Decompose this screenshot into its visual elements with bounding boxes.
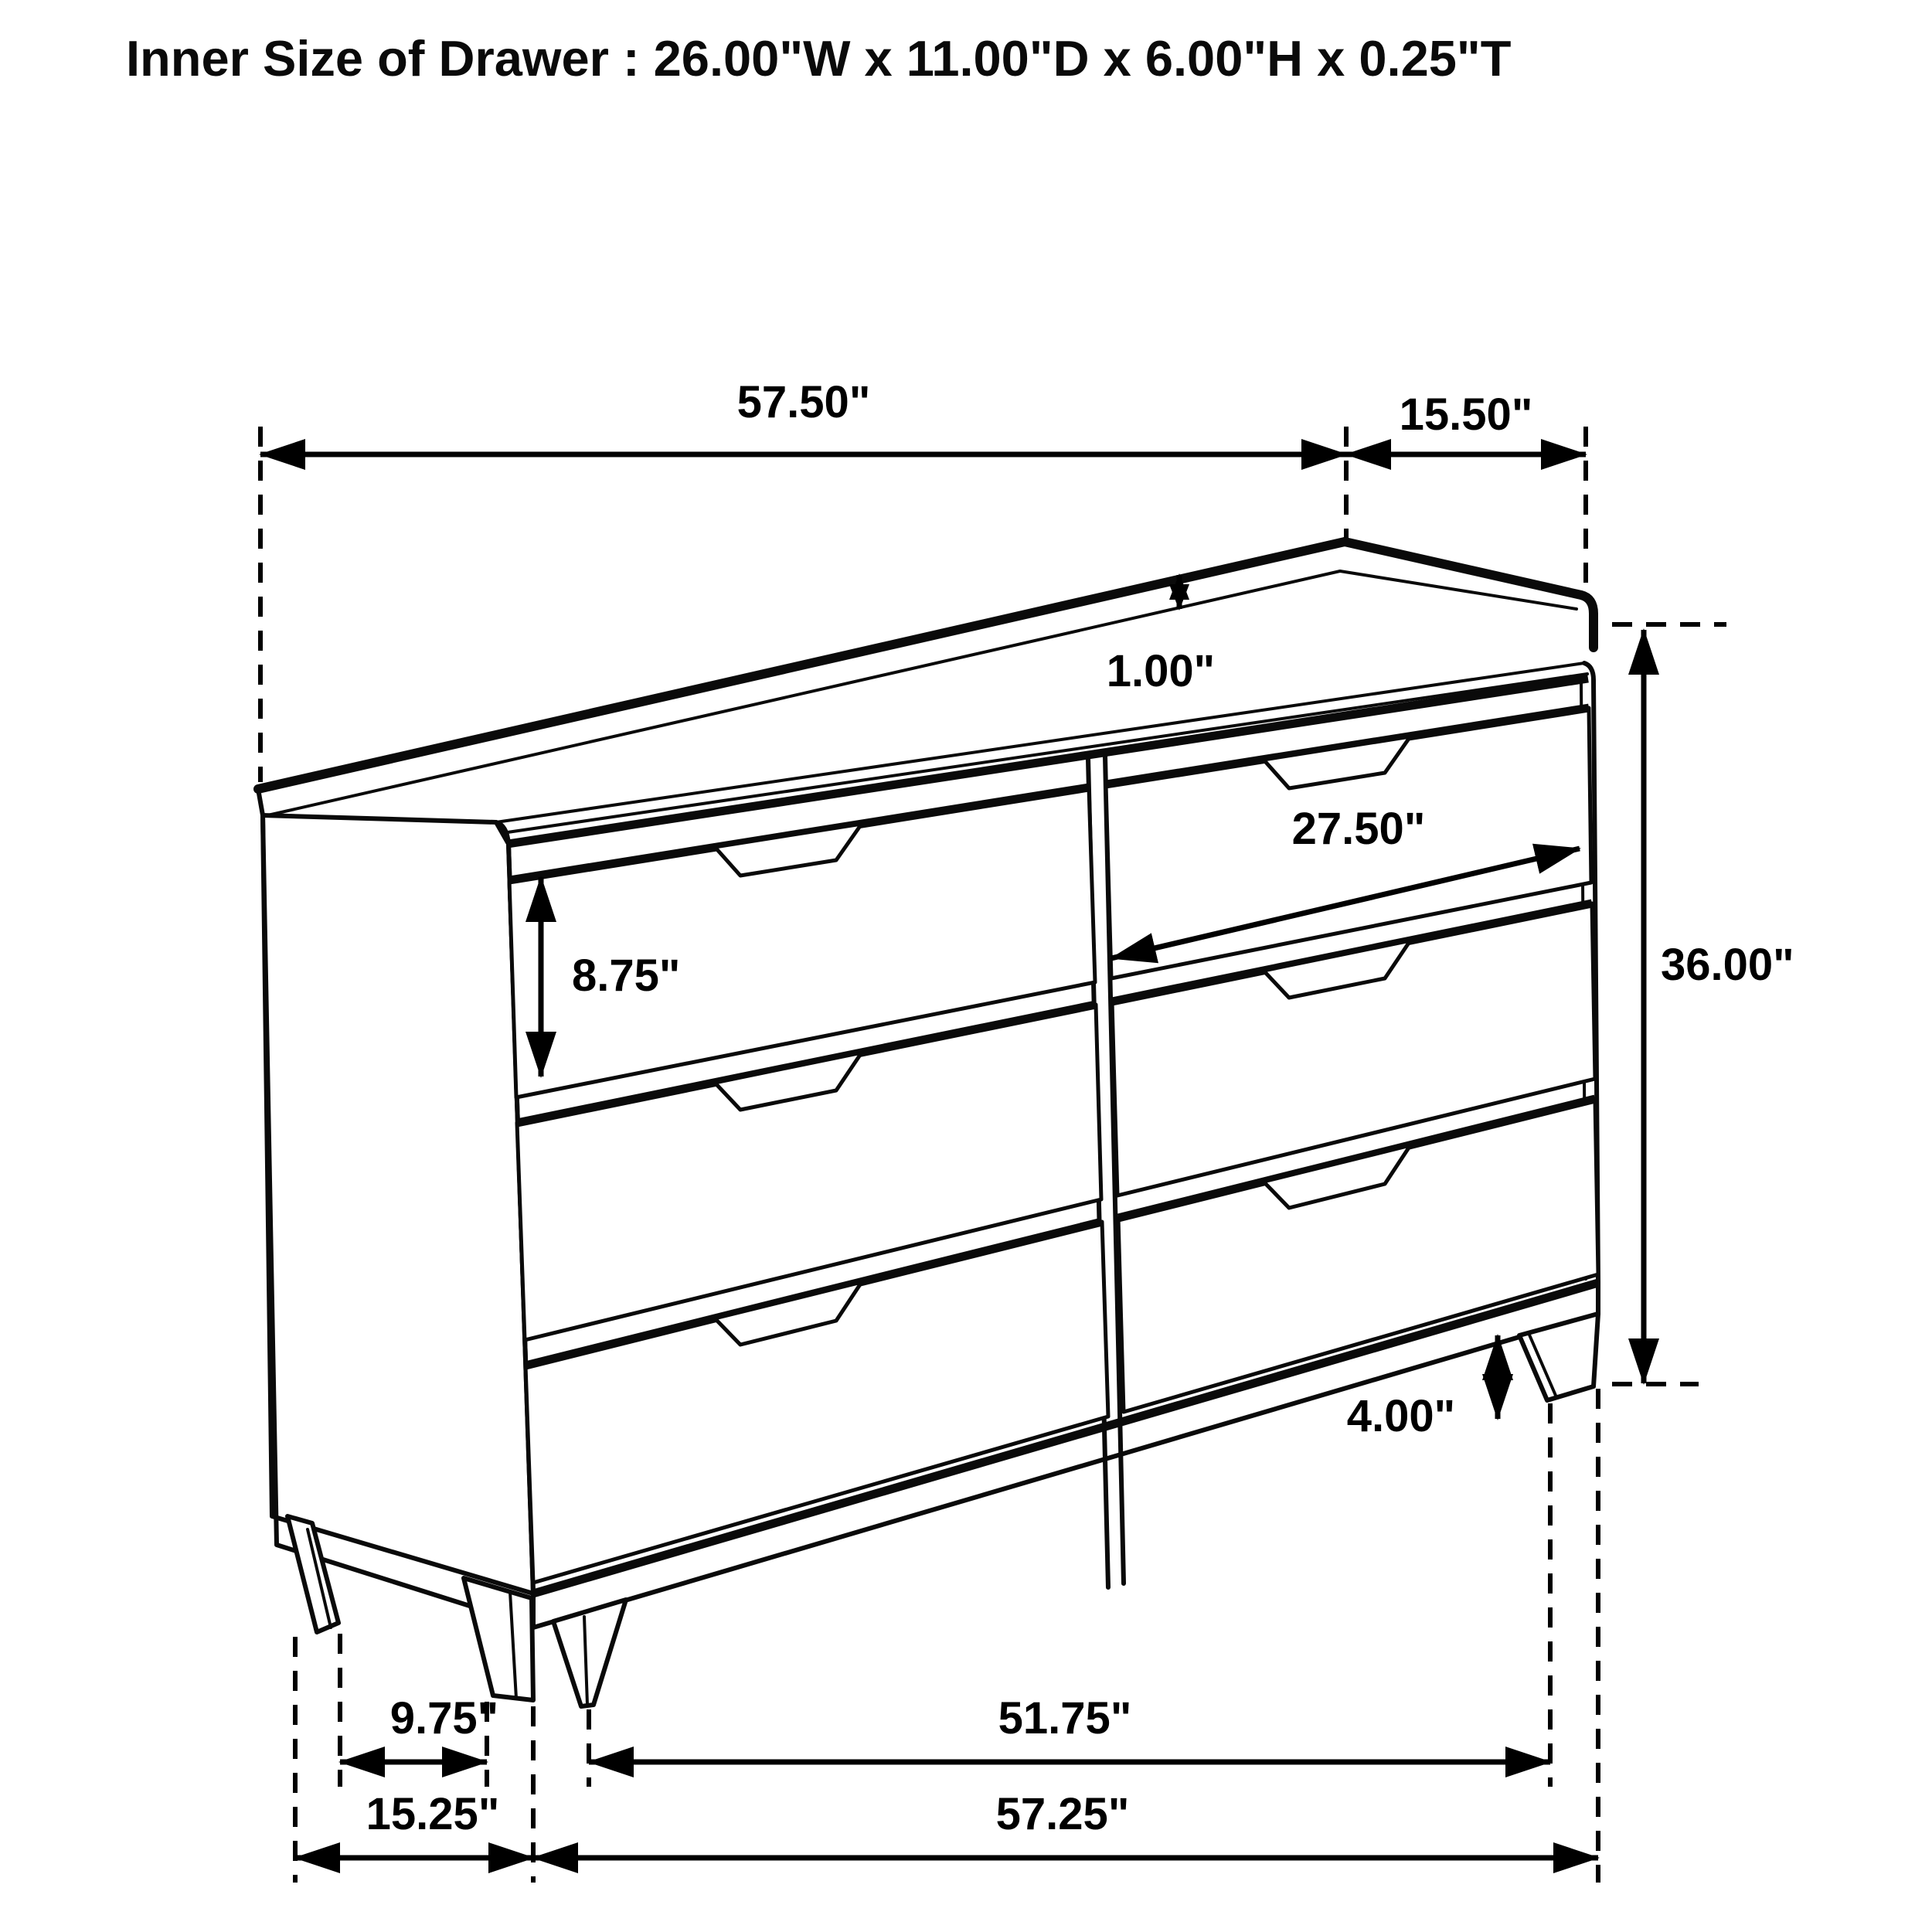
leg-front-right [1519,1314,1598,1400]
dim-leg-span-depth-label: 9.75" [389,1693,499,1743]
dim-front-leg-span-label: 51.75" [998,1693,1132,1743]
leg-front-middle [553,1600,626,1706]
dim-base-depth-label: 15.25" [366,1789,500,1839]
dim-drawer-face-height-label: 8.75" [572,951,681,1001]
dim-top-width [260,377,1346,454]
dim-leg-height-label: 4.00" [1346,1391,1456,1441]
page-title: Inner Size of Drawer : 26.00"W x 11.00"D x 6.00"H x 0.25"T [126,30,1512,87]
leg-front-left [464,1578,533,1700]
side-panel-face [263,815,533,1594]
dim-front-leg-span [589,1693,1550,1762]
dim-leg-span-depth [340,1693,498,1762]
dim-top-depth [1346,389,1586,454]
drawer-bank [509,708,1598,1583]
dim-base-width-label: 57.25" [995,1789,1130,1839]
dim-overall-height-label: 36.00" [1661,940,1794,990]
dim-top-width-label: 57.50" [736,377,871,427]
dresser-drawing [258,542,1598,1706]
dim-base-depth [295,1789,533,1858]
dim-base-width [533,1789,1598,1858]
rim-right-cap [1345,542,1594,648]
dim-overall-height [1612,624,1794,1384]
dim-drawer-width-label: 27.50" [1291,804,1426,854]
rim-left-cap [258,789,263,815]
dim-rim-height-label: 1.00" [1106,646,1216,696]
dim-top-depth-label: 15.50" [1399,389,1533,440]
side-panel [263,815,533,1626]
